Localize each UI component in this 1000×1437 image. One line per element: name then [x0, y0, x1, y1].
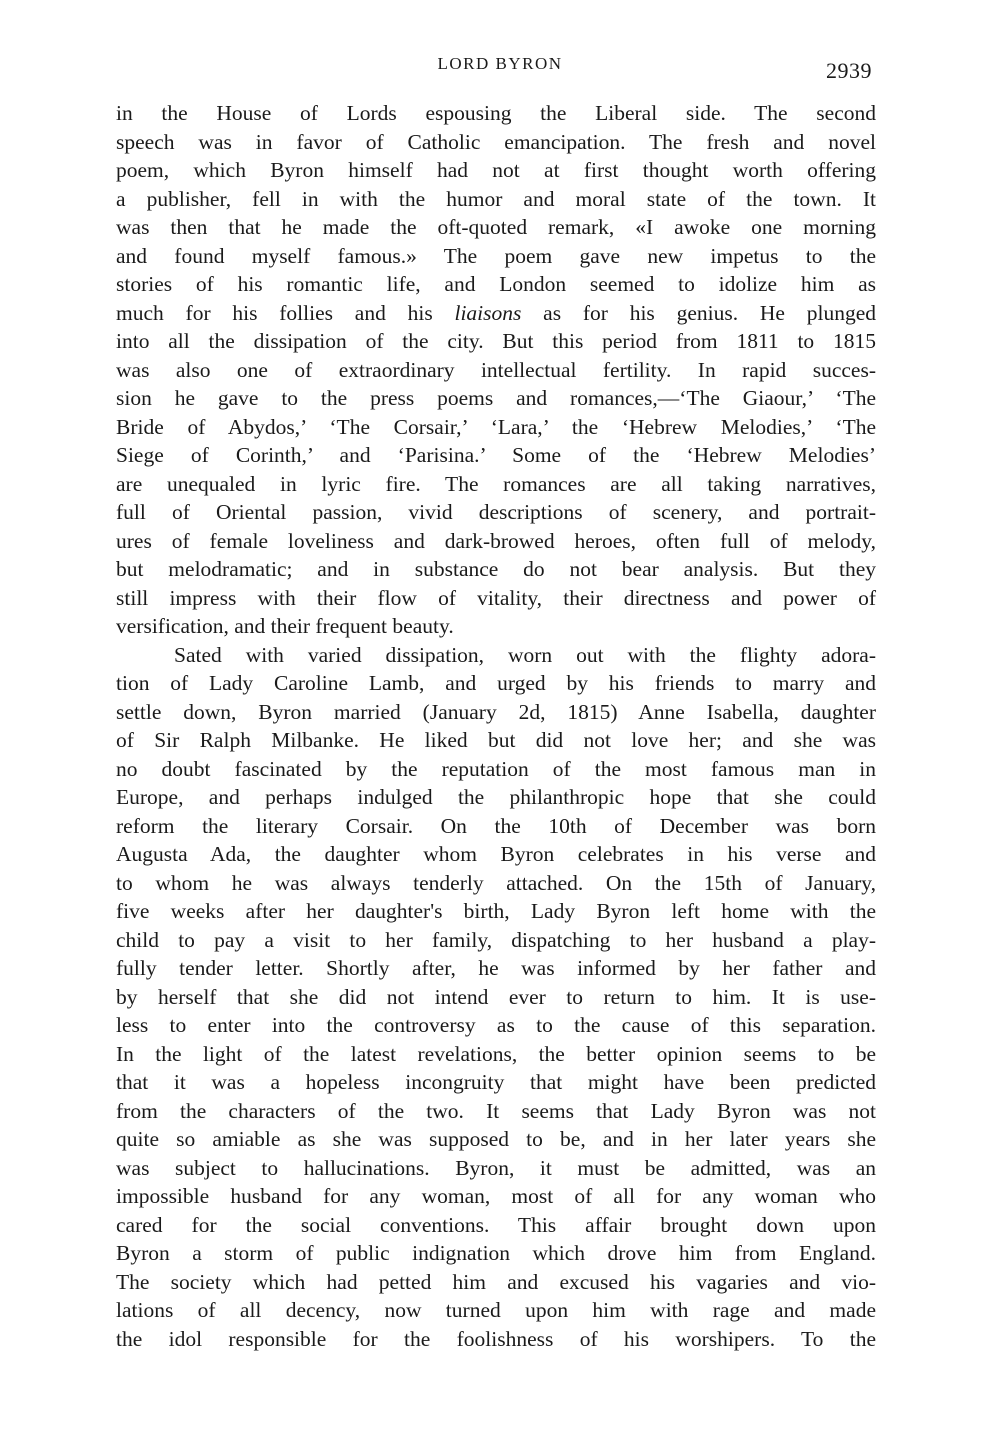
text-line: reform the literary Corsair. On the 10th of December was born	[116, 813, 876, 838]
text-segment: much for his follies and his	[116, 300, 455, 325]
text-line: settle down, Byron married (January 2d, 1815) Anne Isabella, daughter	[116, 699, 876, 724]
text-line: was also one of extraordinary intellectual fertility. In rapid succes-	[116, 357, 876, 382]
text-line: are unequaled in lyric fire. The romances are all taking narratives,	[116, 471, 876, 496]
text-line: less to enter into the controversy as to the cause of this separation.	[116, 1013, 876, 1037]
text-line: The society which had petted him and excused his vagaries and vio-	[116, 1269, 876, 1294]
text-line: tion of Lady Caroline Lamb, and urged by his friends to marry and	[116, 671, 876, 695]
text-line: poem, which Byron himself had not at first thought worth offering	[116, 158, 876, 182]
text-line: that it was a hopeless incongruity that might have been predicted	[116, 1070, 876, 1094]
page-number: 2939	[826, 58, 872, 83]
text-line: into all the dissipation of the city. But this period from 1811 to 1815	[116, 329, 876, 353]
text-line: Bride of Abydos,’ ‘The Corsair,’ ‘Lara,’ the ‘Hebrew Melodies,’ ‘The	[116, 414, 876, 439]
text-line: still impress with their flow of vitality, their directness and power of	[116, 585, 876, 610]
text-line: impossible husband for any woman, most of all for any woman who	[116, 1184, 876, 1208]
text-line: but melodramatic; and in substance do not bear analysis. But they	[116, 557, 876, 581]
text-line: sion he gave to the press poems and romances,—‘The Giaour,’ ‘The	[116, 386, 876, 410]
text-line: cared for the social conventions. This affair brought down upon	[116, 1212, 876, 1237]
text-line: the idol responsible for the foolishness of his worshipers. To the	[116, 1326, 876, 1351]
text-line: by herself that she did not intend ever to return to him. It is use-	[116, 984, 876, 1009]
text-line: from the characters of the two. It seems that Lady Byron was not	[116, 1098, 876, 1123]
text-line: Siege of Corinth,’ and ‘Parisina.’ Some of the ‘Hebrew Melodies’	[116, 443, 876, 467]
paragraph-1	[116, 99, 876, 641]
text-line: versification, and their frequent beauty.	[116, 614, 454, 638]
text-line: quite so amiable as she was supposed to be, and in her later years she	[116, 1127, 876, 1151]
running-title: LORD BYRON	[437, 54, 563, 73]
text-line: five weeks after her daughter's birth, Lady Byron left home with the	[116, 899, 876, 923]
text-line	[116, 299, 876, 328]
text-line: Byron a storm of public indignation which drove him from England.	[116, 1241, 876, 1265]
text-line: and found myself famous.» The poem gave new impetus to the	[116, 243, 876, 268]
text-line: was subject to hallucinations. Byron, it must be admitted, was an	[116, 1155, 876, 1180]
text-line: in the House of Lords espousing the Liberal side. The second	[116, 101, 876, 125]
text-segment: as for his genius. He plunged	[521, 300, 876, 325]
text-line: a publisher, fell in with the humor and moral state of the town. It	[116, 186, 876, 211]
text-line: ures of female loveliness and dark-browed heroes, often full of melody,	[116, 528, 876, 553]
text-line: In the light of the latest revelations, the better opinion seems to be	[116, 1041, 876, 1066]
text-line: fully tender letter. Shortly after, he was informed by her father and	[116, 956, 876, 980]
text-line: stories of his romantic life, and London seemed to idolize him as	[116, 272, 876, 296]
text-line: Augusta Ada, the daughter whom Byron celebrates in his verse and	[116, 842, 876, 866]
text-line: speech was in favor of Catholic emancipation. The fresh and novel	[116, 129, 876, 154]
text-line: child to pay a visit to her family, dispatching to her husband a play-	[116, 927, 876, 952]
body-text	[116, 99, 876, 1353]
italic-word: liaisons	[454, 300, 522, 325]
text-line: lations of all decency, now turned upon him with rage and made	[116, 1298, 876, 1322]
text-line: to whom he was always tenderly attached. On the 15th of January,	[116, 870, 876, 895]
paragraph-2	[116, 641, 876, 1354]
text-line: no doubt fascinated by the reputation of the most famous man in	[116, 756, 876, 781]
text-line: Sated with varied dissipation, worn out with the flighty adora-	[174, 642, 876, 667]
text-line: Europe, and perhaps indulged the philanthropic hope that she could	[116, 785, 876, 809]
text-line: of Sir Ralph Milbanke. He liked but did not love her; and she was	[116, 728, 876, 752]
text-line: full of Oriental passion, vivid descriptions of scenery, and portrait-	[116, 500, 876, 524]
text-line: was then that he made the oft-quoted remark, «I awoke one morning	[116, 215, 876, 239]
